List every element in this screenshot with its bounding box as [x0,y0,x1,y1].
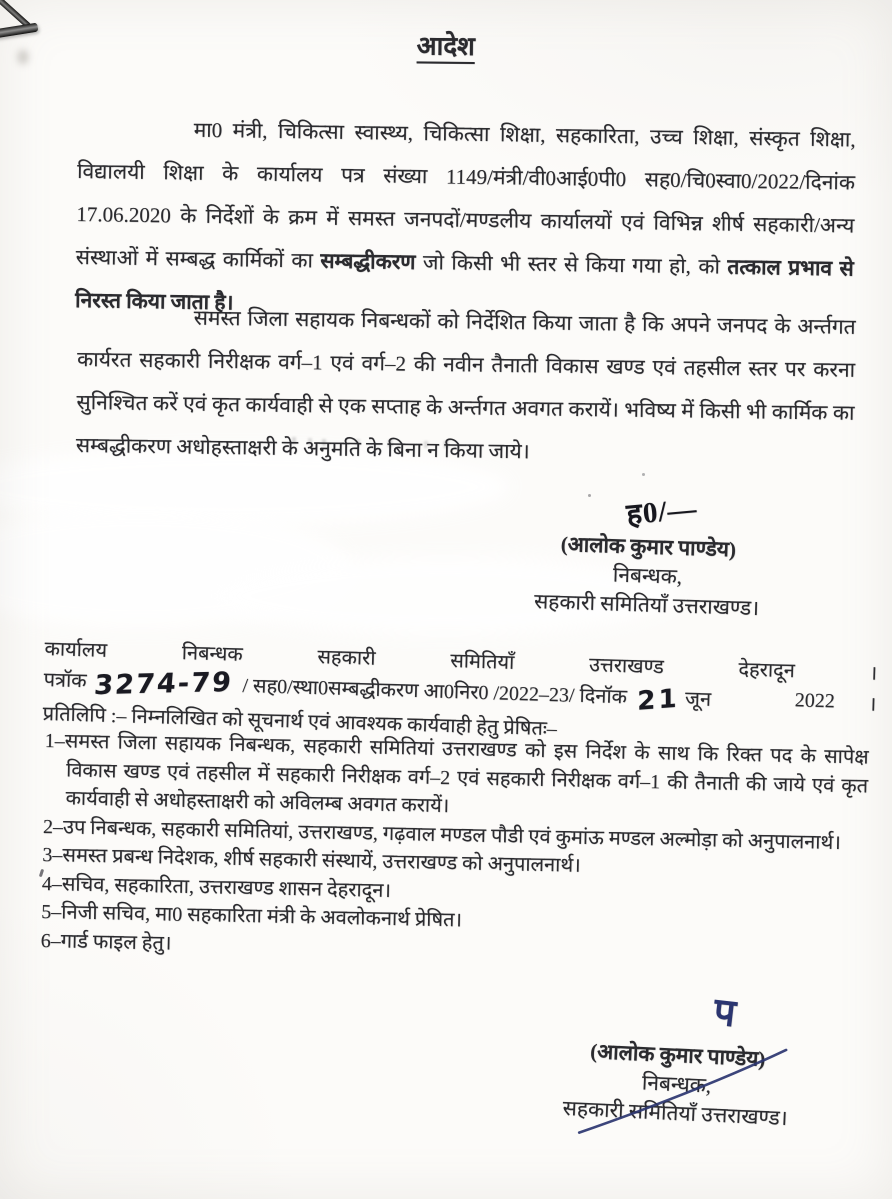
date-month: जून [684,688,712,711]
signature-mark: ह0/— [624,492,699,532]
office-word: सहकारी [317,646,376,670]
signatory-organization: सहकारी समितियाँ उत्तराखण्ड। [533,589,760,621]
para1-text: मा0 मंत्री, चिकित्सा स्वास्थ्य, चिकित्सा शिक्षा, सहकारिता, उच्च शिक्षा, संस्कृत शिक्षा, विद्यालयी शिक्षा के कार्यालय पत्र संख्या 1149/मंत्री/वी0आई0पी0 सह0/चि0स्वा0/2022/दिनांक 17.06.2020 के निर्देशों के क्रम में समस्त जनपदों/मण्डलीय कार्यालयों एवं विभिन्न शीर्ष सहकारी/अन्य संस्थाओं में सम्बद्ध कार्मिकों का [75,117,856,273]
letter-number-handwritten: 3274-79 [92,667,235,702]
office-word: कार्यालय [44,637,108,662]
order-title: आदेश [416,31,475,61]
page-edge-mark: । [869,662,878,685]
copy-item-3: 3–समस्त प्रबन्ध निदेशक, शीर्ष सहकारी संस्थायें, उत्तराखण्ड को अनुपालनार्थ। [42,843,581,877]
office-word: निबन्धक [181,642,243,666]
letter-number-label: पत्रॉक [43,668,87,693]
signatory-name: (आलोक कुमार पाण्डेय) [589,1039,766,1071]
para1-bold-term: सम्बद्धीकरण [320,248,416,275]
para1-bold-directive: तत्काल प्रभाव से निरस्त किया जाता है। [74,254,854,315]
signatory-designation: निबन्धक, [641,1070,712,1098]
copy-heading: प्रतिलिपि :– निम्नलिखित को सूचनार्थ एवं आवश्यक कार्यवाही हेतु प्रेषितः– [42,702,558,741]
copy-item-2: 2–उप निबन्धक, सहकारी समितियां, उत्तराखण्ड, गढ़वाल मण्डल पौडी एवं कुमांऊ मण्डल अल्मोड़ा को अनुपालनार्थ। [42,815,842,854]
copy-item-1: 1–समस्त जिला सहायक निबन्धक, सहकारी समितियां उत्तराखण्ड को इस निर्देश के साथ कि रिक्त पद के सापेक्ष विकास खण्ड एवं तहसील में सहकारी निरीक्षक वर्ग–2 एवं सहकारी निरीक्षक वर्ग–1 की तैनाती की जाये एवं कृत कार्यवाही से अधोहस्ताक्षरी को अविलम्ब अवगत करायें। [44,729,869,818]
signature-pen-mark: प [711,991,738,1036]
para1-text: जो किसी भी स्तर से किया गया हो, को [415,250,728,279]
signatory-designation: निबन्धक, [612,562,683,589]
office-word: उत्तराखण्ड [588,654,665,679]
signature-block-bottom [475,991,880,1137]
office-word: समितियाँ [449,650,515,674]
order-paragraph-2: समस्त जिला सहायक निबन्धकों को निर्देशित किया जाता है कि अपने जनपद के अर्न्तगत कार्यरत सहकारी निरीक्षक वर्ग–1 एवं वर्ग–2 की नवीन तैनाती विकास खण्ड एवं तहसील स्तर पर करना सुनिश्चित करें एवं कृत कार्यवाही से एक सप्ताह के अर्न्तगत अवगत करायें। भविष्य में किसी भी कार्मिक का सम्बद्धीकरण अधोहस्ताक्षरी के अनुमति के बिना न किया जाये। [75,305,856,464]
signatory-organization: सहकारी समितियाँ उत्तराखण्ड। [562,1095,789,1131]
date-day-handwritten: 21 [636,683,680,717]
signatory-name: (आलोक कुमार पाण्डेय) [560,531,737,562]
reference-text: / सह0/स्था0सम्बद्धीकरण आ0निर0 /2022–23/ दिनॉक [242,674,628,709]
copy-item-5: 5–निजी सचिव, मा0 सहकारिता मंत्री के अवलोकनार्थ प्रेषित। [41,900,463,932]
office-word: देहरादून [738,658,796,683]
page-edge-mark: । [868,693,877,716]
copy-list [40,727,868,971]
signature-block-top [466,492,830,625]
copy-item-4: 4–सचिव, सहकारिता, उत्तराखण्ड शासन देहरादून। [41,872,392,902]
date-year: 2022 [794,689,836,713]
copy-item-6: 6–गार्ड फाइल हेतु। [40,929,172,955]
